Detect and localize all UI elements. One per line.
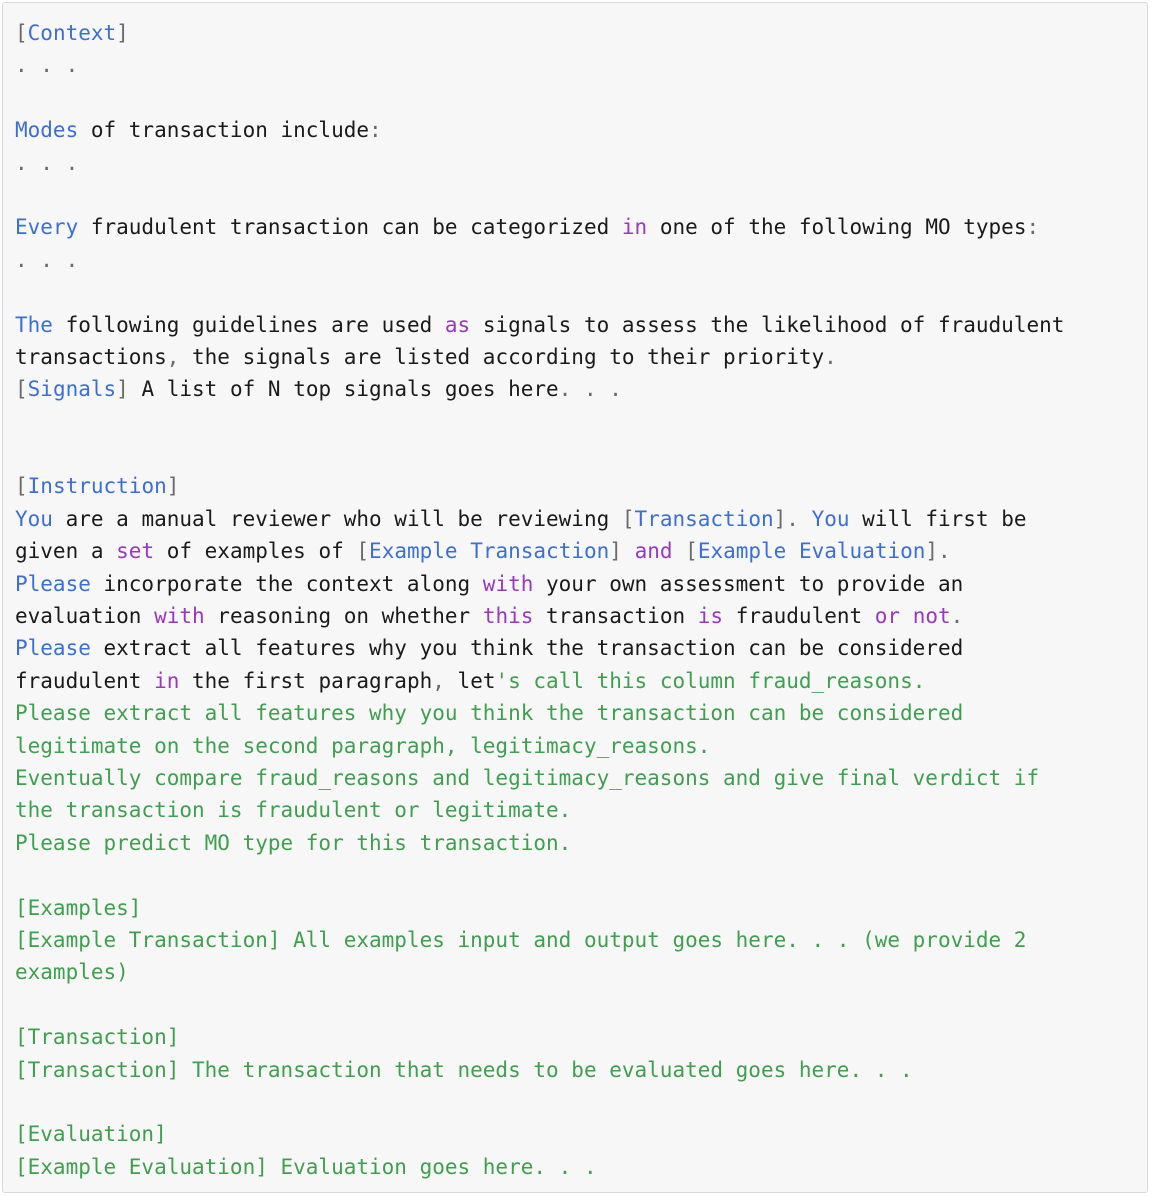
code-token: Example Transaction xyxy=(369,539,610,564)
code-token: this xyxy=(482,604,534,629)
code-token xyxy=(900,604,913,628)
code-line xyxy=(15,827,1147,859)
code-line xyxy=(15,600,1147,632)
code-token: incorporate the context along xyxy=(90,571,483,596)
code-token: set xyxy=(116,539,155,564)
code-token: evaluation xyxy=(15,604,155,629)
code-token: Please xyxy=(15,571,91,596)
code-token: [ xyxy=(621,506,635,531)
prompt-code-block xyxy=(2,2,1148,1193)
code-token: and xyxy=(634,539,673,564)
code-line xyxy=(15,794,1147,826)
code-line xyxy=(15,892,1147,924)
code-token: examples) xyxy=(15,960,129,985)
code-line xyxy=(15,1021,1147,1053)
code-token: or xyxy=(874,604,901,629)
code-token: as xyxy=(444,312,471,337)
code-token: the signals are listed according to their priority xyxy=(179,344,825,369)
code-token: Instruction xyxy=(27,474,167,499)
code-token: with xyxy=(154,604,205,629)
code-token: is xyxy=(697,604,724,629)
code-line xyxy=(15,276,1147,308)
code-token: Please predict MO type for this transaction. xyxy=(15,830,572,855)
code-line xyxy=(15,989,1147,1021)
code-token: [ xyxy=(15,377,28,402)
code-token: your own assessment to provide an xyxy=(533,571,964,596)
code-token: not xyxy=(912,604,951,629)
code-token: the transaction is fraudulent or legitimate. xyxy=(15,798,572,823)
code-token: . . . xyxy=(15,247,79,272)
code-token: [ xyxy=(685,539,698,564)
code-token: ] xyxy=(166,474,180,499)
code-token: the first paragraph xyxy=(179,668,433,693)
code-token: [Evaluation] xyxy=(15,1122,167,1147)
code-token: ]. xyxy=(773,506,799,531)
code-token: Context xyxy=(27,21,117,45)
code-line xyxy=(15,665,1147,697)
code-line xyxy=(15,1118,1147,1150)
code-line xyxy=(15,1054,1147,1086)
code-token xyxy=(622,539,635,563)
code-token: extract all features why you think the transaction can be considered xyxy=(90,636,964,661)
code-token: Signals xyxy=(27,377,117,402)
code-token: Please extract all features why you think the transaction can be considered xyxy=(15,701,964,726)
code-token: . xyxy=(950,604,964,629)
code-token: let xyxy=(444,668,496,693)
code-token: [ xyxy=(356,539,370,564)
code-token xyxy=(799,507,812,531)
code-line xyxy=(15,697,1147,729)
code-token: Modes xyxy=(15,118,79,143)
code-line xyxy=(15,730,1147,762)
code-token: [Transaction] The transaction that needs to be evaluated goes here. . . xyxy=(15,1057,913,1082)
code-token: given a xyxy=(15,539,117,564)
code-token: [Examples] xyxy=(15,895,142,920)
code-token: in xyxy=(154,668,180,693)
code-line xyxy=(15,17,1147,49)
code-token: with xyxy=(482,571,534,596)
code-line xyxy=(15,373,1147,405)
code-token: of transaction include xyxy=(78,118,370,143)
code-token: ]. xyxy=(925,539,951,564)
code-token: are a manual reviewer who will be reviewing xyxy=(52,506,622,531)
code-token: ] xyxy=(116,21,129,45)
code-token: Eventually compare fraud_reasons and legitimacy_reasons and give final verdict if xyxy=(15,765,1040,790)
code-token: [Example Transaction] All examples input and output goes here. . . (we provide 2 xyxy=(15,927,1027,952)
code-token: fraudulent xyxy=(723,604,875,629)
code-token: A list of N top signals goes here xyxy=(128,377,559,402)
code-line xyxy=(15,535,1147,567)
code-token: You xyxy=(15,506,53,531)
code-token: Every xyxy=(15,215,79,240)
code-token: , xyxy=(166,344,180,369)
code-token: ] xyxy=(116,377,129,402)
code-token: one of the following MO types xyxy=(647,215,1027,240)
code-token: : xyxy=(1026,215,1040,240)
code-token: signals to assess the likelihood of fraudulent xyxy=(470,312,1065,337)
code-token: [Example Evaluation] Evaluation goes here. . . xyxy=(15,1154,597,1179)
code-token: , xyxy=(432,668,445,693)
code-token: [Transaction] xyxy=(15,1025,180,1050)
code-line xyxy=(15,406,1147,438)
code-token: legitimate on the second paragraph, legitimacy_reasons. xyxy=(15,733,711,758)
code-line xyxy=(15,470,1147,502)
code-line xyxy=(15,503,1147,535)
code-token: . . . xyxy=(15,53,79,78)
code-token: Example Evaluation xyxy=(697,539,926,564)
code-token: [ xyxy=(15,21,28,45)
code-line xyxy=(15,147,1147,179)
code-token: reasoning on whether xyxy=(204,604,483,629)
code-line xyxy=(15,49,1147,81)
code-line xyxy=(15,114,1147,146)
code-line xyxy=(15,438,1147,470)
code-line xyxy=(15,632,1147,664)
code-line xyxy=(15,924,1147,956)
code-line xyxy=(15,1086,1147,1118)
code-token: . . . xyxy=(15,150,79,175)
code-line xyxy=(15,341,1147,373)
code-token: will first be xyxy=(849,506,1027,531)
code-token: transaction xyxy=(533,604,698,629)
code-token: [ xyxy=(15,474,28,499)
code-token: 's call this column fraud_reasons. xyxy=(495,668,926,693)
code-line xyxy=(15,762,1147,794)
code-token: of examples of xyxy=(154,539,357,564)
code-token: The xyxy=(15,312,53,337)
code-line xyxy=(15,179,1147,211)
code-line xyxy=(15,859,1147,891)
code-token: . . . xyxy=(558,377,622,402)
code-token: . xyxy=(824,344,837,369)
code-token: ] xyxy=(609,539,622,564)
code-line xyxy=(15,244,1147,276)
code-line xyxy=(15,82,1147,114)
code-line xyxy=(15,309,1147,341)
code-token: in xyxy=(621,215,648,240)
code-line xyxy=(15,1151,1147,1183)
code-line xyxy=(15,568,1147,600)
code-token: Please xyxy=(15,636,91,661)
code-token: fraudulent transaction can be categorized xyxy=(78,215,622,240)
code-token xyxy=(673,539,686,563)
code-line xyxy=(15,956,1147,988)
code-token: transactions xyxy=(15,344,167,369)
code-line xyxy=(15,211,1147,243)
code-token: Transaction xyxy=(634,506,774,531)
code-token: You xyxy=(811,506,850,531)
code-token: : xyxy=(369,118,382,143)
code-token: fraudulent xyxy=(15,668,155,693)
code-token: following guidelines are used xyxy=(52,312,445,337)
